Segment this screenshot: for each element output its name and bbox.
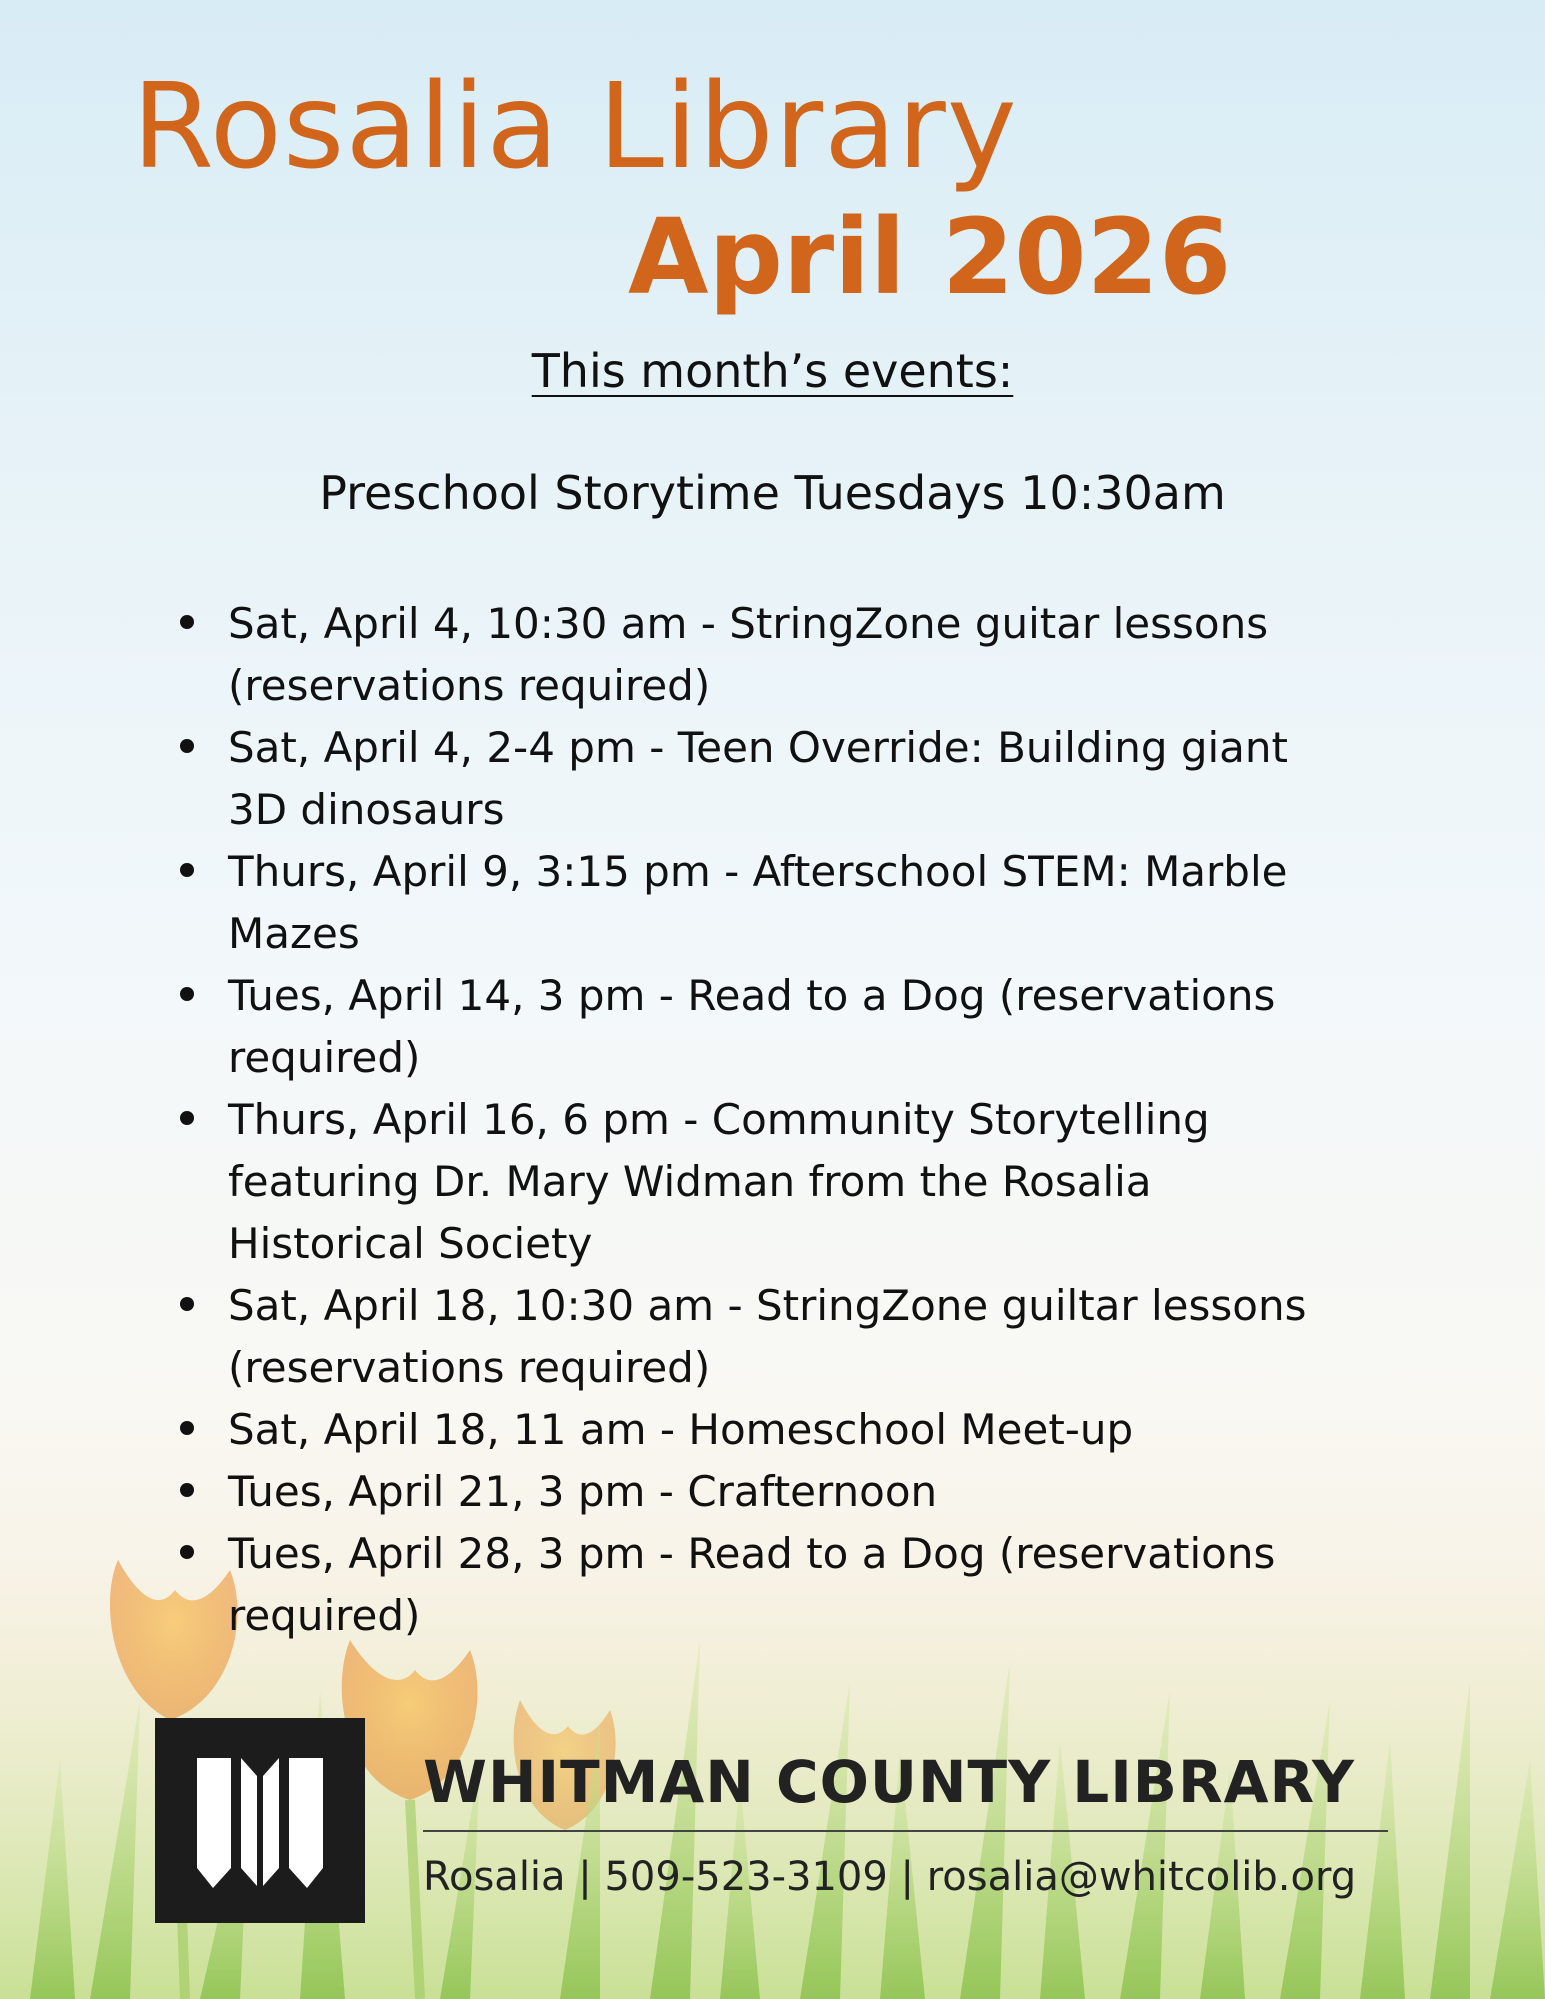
whitman-county-library-logo-icon: [155, 1718, 365, 1923]
bullet-icon: [180, 1111, 194, 1125]
event-item: [228, 1461, 1428, 1523]
month-title: April 2026: [628, 196, 1232, 318]
organization-name: WHITMAN COUNTY LIBRARY: [423, 1748, 1356, 1816]
event-line: Sat, April 4, 2-4 pm - Teen Override: Building giant: [228, 723, 1288, 772]
bullet-icon: [180, 863, 194, 877]
event-item: [228, 1399, 1428, 1461]
event-line: Sat, April 18, 11 am - Homeschool Meet-up: [228, 1405, 1134, 1454]
event-item: [228, 593, 1428, 717]
event-item: [228, 965, 1428, 1089]
event-line: Mazes: [228, 909, 360, 958]
event-line: Tues, April 21, 3 pm - Crafternoon: [228, 1467, 938, 1516]
event-line: required): [228, 1591, 421, 1640]
contact-info: Rosalia | 509-523-3109 | rosalia@whitcolib.org: [423, 1854, 1357, 1900]
bullet-icon: [180, 615, 194, 629]
event-line: Thurs, April 16, 6 pm - Community Storytelling: [228, 1095, 1210, 1144]
library-footer: [155, 1718, 1395, 1923]
event-line: required): [228, 1033, 421, 1082]
event-line: featuring Dr. Mary Widman from the Rosalia: [228, 1157, 1152, 1206]
event-item: [228, 1275, 1428, 1399]
storytime-notice: Preschool Storytime Tuesdays 10:30am: [319, 466, 1226, 520]
bullet-icon: [180, 987, 194, 1001]
footer-divider: [423, 1830, 1388, 1832]
event-line: Tues, April 14, 3 pm - Read to a Dog (reservations: [228, 971, 1276, 1020]
bullet-icon: [180, 739, 194, 753]
event-line: Thurs, April 9, 3:15 pm - Afterschool STEM: Marble: [228, 847, 1288, 896]
event-line: Sat, April 4, 10:30 am - StringZone guitar lessons: [228, 599, 1269, 648]
event-line: Historical Society: [228, 1219, 593, 1268]
bullet-icon: [180, 1483, 194, 1497]
event-line: Tues, April 28, 3 pm - Read to a Dog (reservations: [228, 1529, 1276, 1578]
event-line: Sat, April 18, 10:30 am - StringZone guiltar lessons: [228, 1281, 1307, 1330]
bullet-icon: [180, 1297, 194, 1311]
events-heading: This month’s events:: [531, 344, 1014, 398]
bullet-icon: [180, 1421, 194, 1435]
event-line: (reservations required): [228, 1343, 711, 1392]
event-item: [228, 717, 1428, 841]
library-title: Rosalia Library: [132, 57, 1018, 195]
event-line: (reservations required): [228, 661, 711, 710]
event-list: [228, 593, 1428, 1647]
event-line: 3D dinosaurs: [228, 785, 505, 834]
event-item: [228, 1523, 1428, 1647]
event-item: [228, 841, 1428, 965]
bullet-icon: [180, 1545, 194, 1559]
event-item: [228, 1089, 1428, 1275]
